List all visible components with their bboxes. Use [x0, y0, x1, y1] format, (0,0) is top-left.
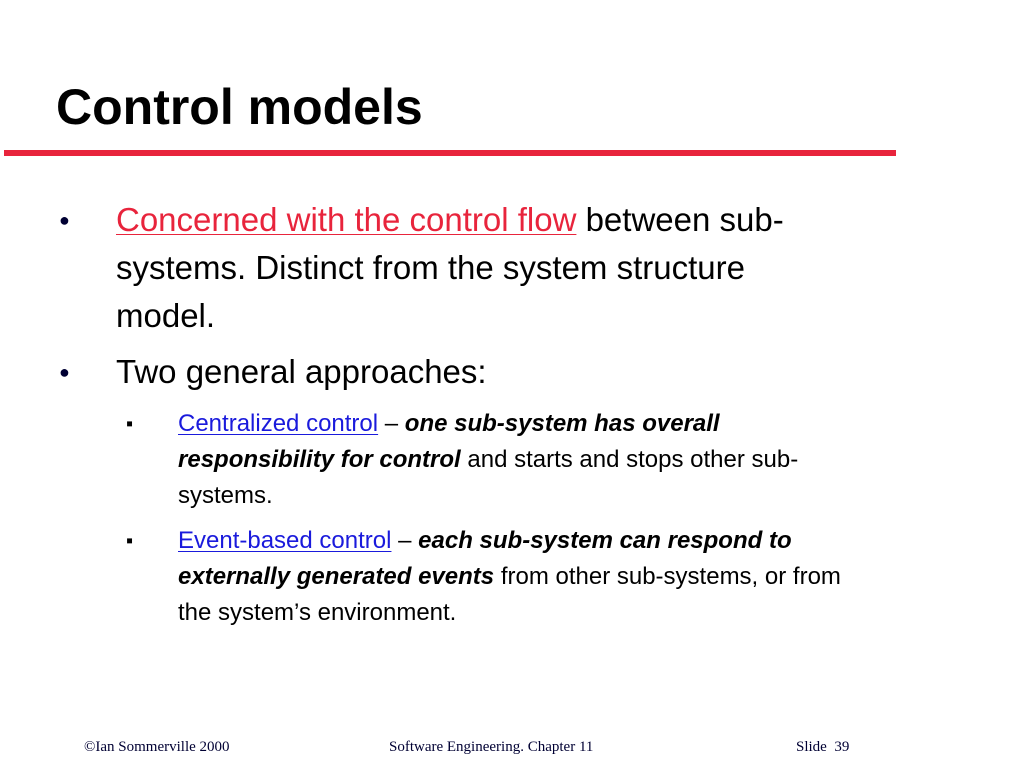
bullet-text: Two general approaches: [116, 353, 487, 390]
dash-text: – [378, 410, 405, 437]
control-flow-link[interactable]: Concerned with the control flow [116, 201, 577, 238]
bullet-dot-icon: ● [59, 362, 70, 382]
title-underline-rule [4, 150, 896, 156]
slide-title: Control models [56, 79, 423, 135]
square-bullet-icon: ▪ [126, 413, 134, 435]
bullet-control-flow [59, 196, 846, 340]
bullet-two-approaches [59, 348, 846, 396]
square-bullet-icon: ▪ [126, 530, 134, 552]
sub-bullet-centralized [126, 406, 858, 514]
dash-text: – [391, 527, 419, 554]
emphasis-text: each sub-system can respond to externally generated events [178, 527, 792, 590]
rest-text: and starts and stops other sub-systems. [178, 446, 799, 509]
rest-text: from other sub-systems, or from the system’s environment. [178, 563, 841, 626]
emphasis-text: one sub-system has overall responsibility for control [178, 410, 720, 473]
footer-course: Software Engineering. Chapter 11 [389, 739, 594, 755]
footer-slide-number: Slide 39 [796, 739, 850, 755]
centralized-control-link[interactable]: Centralized control [178, 410, 379, 437]
bullet-dot-icon: ● [59, 210, 70, 230]
sub-bullet-event-based [126, 523, 858, 631]
bullet-text: between sub-systems. Distinct from the system structure model. [116, 201, 784, 334]
event-based-control-link[interactable]: Event-based control [178, 527, 392, 554]
footer-copyright: ©Ian Sommerville 2000 [84, 739, 230, 755]
